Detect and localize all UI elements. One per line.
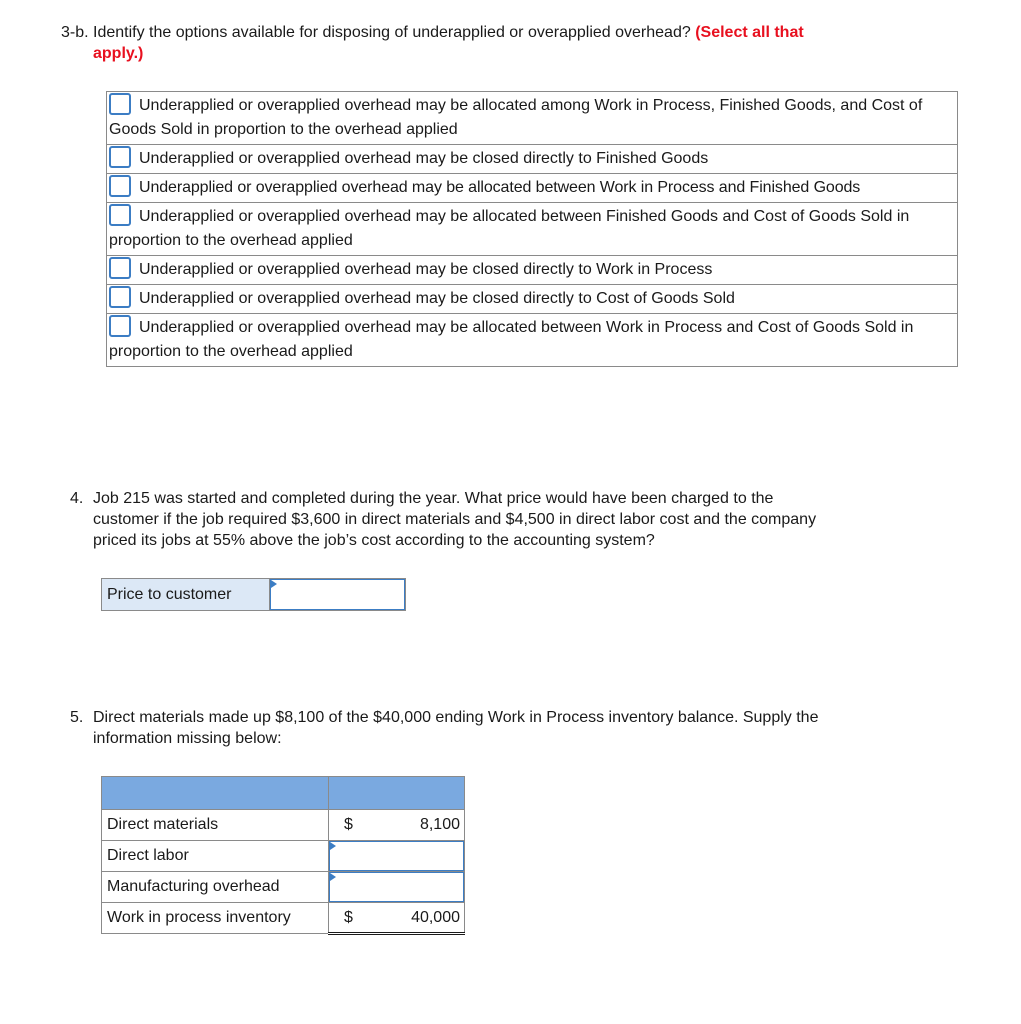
- table-row: [102, 810, 465, 841]
- question-number: 3-b.: [61, 24, 89, 41]
- checkbox[interactable]: [109, 93, 131, 115]
- checkbox[interactable]: [109, 204, 131, 226]
- currency-symbol: $: [329, 903, 358, 934]
- question-number: 5.: [70, 709, 84, 726]
- option-row[interactable]: [107, 314, 957, 367]
- checkbox[interactable]: [109, 175, 131, 197]
- select-all-instruction: (Select all that: [695, 24, 804, 41]
- option-row[interactable]: [107, 203, 957, 256]
- price-to-customer-row: [101, 578, 406, 611]
- wip-table: [101, 776, 465, 935]
- option-row[interactable]: [107, 145, 957, 174]
- manufacturing-overhead-input[interactable]: [329, 872, 465, 903]
- select-all-instruction-cont: apply.): [93, 45, 144, 62]
- option-text: Underapplied or overapplied overhead may be closed directly to Work in Process: [139, 261, 713, 278]
- option-text: Underapplied or overapplied overhead may be allocated among Work in Process, Finished Goods, and Cost of Goods Sold in proportion to the overhead applied: [109, 97, 923, 138]
- question-5: [70, 707, 915, 749]
- question-4: [70, 488, 915, 551]
- options-list: [106, 91, 958, 367]
- row-label: Work in process inventory: [102, 903, 329, 934]
- checkbox[interactable]: [109, 146, 131, 168]
- amount-value: 8,100: [358, 810, 465, 841]
- price-to-customer-input[interactable]: [270, 579, 405, 610]
- direct-labor-input[interactable]: [329, 841, 465, 872]
- checkbox[interactable]: [109, 286, 131, 308]
- checkbox[interactable]: [109, 257, 131, 279]
- option-text: Underapplied or overapplied overhead may be closed directly to Cost of Goods Sold: [139, 290, 735, 307]
- header-cell: [102, 777, 329, 810]
- currency-symbol: $: [329, 810, 358, 841]
- input-marker-icon: [330, 873, 336, 881]
- table-row: [102, 903, 465, 934]
- option-row[interactable]: [107, 92, 957, 145]
- table-row: [102, 841, 465, 872]
- header-cell: [329, 777, 465, 810]
- question-3b: [61, 22, 931, 64]
- question-text-line: Direct materials made up $8,100 of the $40,000 ending Work in Process inventory balance. Supply the: [93, 709, 819, 726]
- checkbox[interactable]: [109, 315, 131, 337]
- option-text: Underapplied or overapplied overhead may be allocated between Finished Goods and Cost of Goods Sold in proportion to the overhead applied: [109, 208, 910, 249]
- question-text-line: customer if the job required $3,600 in direct materials and $4,500 in direct labor cost and the company: [93, 511, 817, 528]
- option-text: Underapplied or overapplied overhead may be allocated between Work in Process and Finished Goods: [139, 179, 861, 196]
- question-text: Identify the options available for disposing of underapplied or overapplied overhead?: [93, 24, 691, 41]
- option-text: Underapplied or overapplied overhead may be allocated between Work in Process and Cost of Goods Sold in proportion to the overhead applied: [109, 319, 914, 360]
- input-marker-icon: [271, 580, 277, 588]
- input-marker-icon: [330, 842, 336, 850]
- question-text-line: information missing below:: [93, 730, 282, 747]
- input-box[interactable]: [329, 841, 464, 871]
- question-text-line: Job 215 was started and completed during the year. What price would have been charged to the: [93, 490, 774, 507]
- row-label: Direct materials: [102, 810, 329, 841]
- option-row[interactable]: [107, 285, 957, 314]
- option-row[interactable]: [107, 256, 957, 285]
- table-header-row: [102, 777, 465, 810]
- table-row: [102, 872, 465, 903]
- option-text: Underapplied or overapplied overhead may be closed directly to Finished Goods: [139, 150, 709, 167]
- option-row[interactable]: [107, 174, 957, 203]
- question-text-line: priced its jobs at 55% above the job’s cost according to the accounting system?: [93, 532, 655, 549]
- amount-value: 40,000: [358, 903, 465, 934]
- row-label: Manufacturing overhead: [102, 872, 329, 903]
- input-box[interactable]: [329, 872, 464, 902]
- row-label: Direct labor: [102, 841, 329, 872]
- question-number: 4.: [70, 490, 84, 507]
- price-to-customer-label: Price to customer: [102, 579, 270, 610]
